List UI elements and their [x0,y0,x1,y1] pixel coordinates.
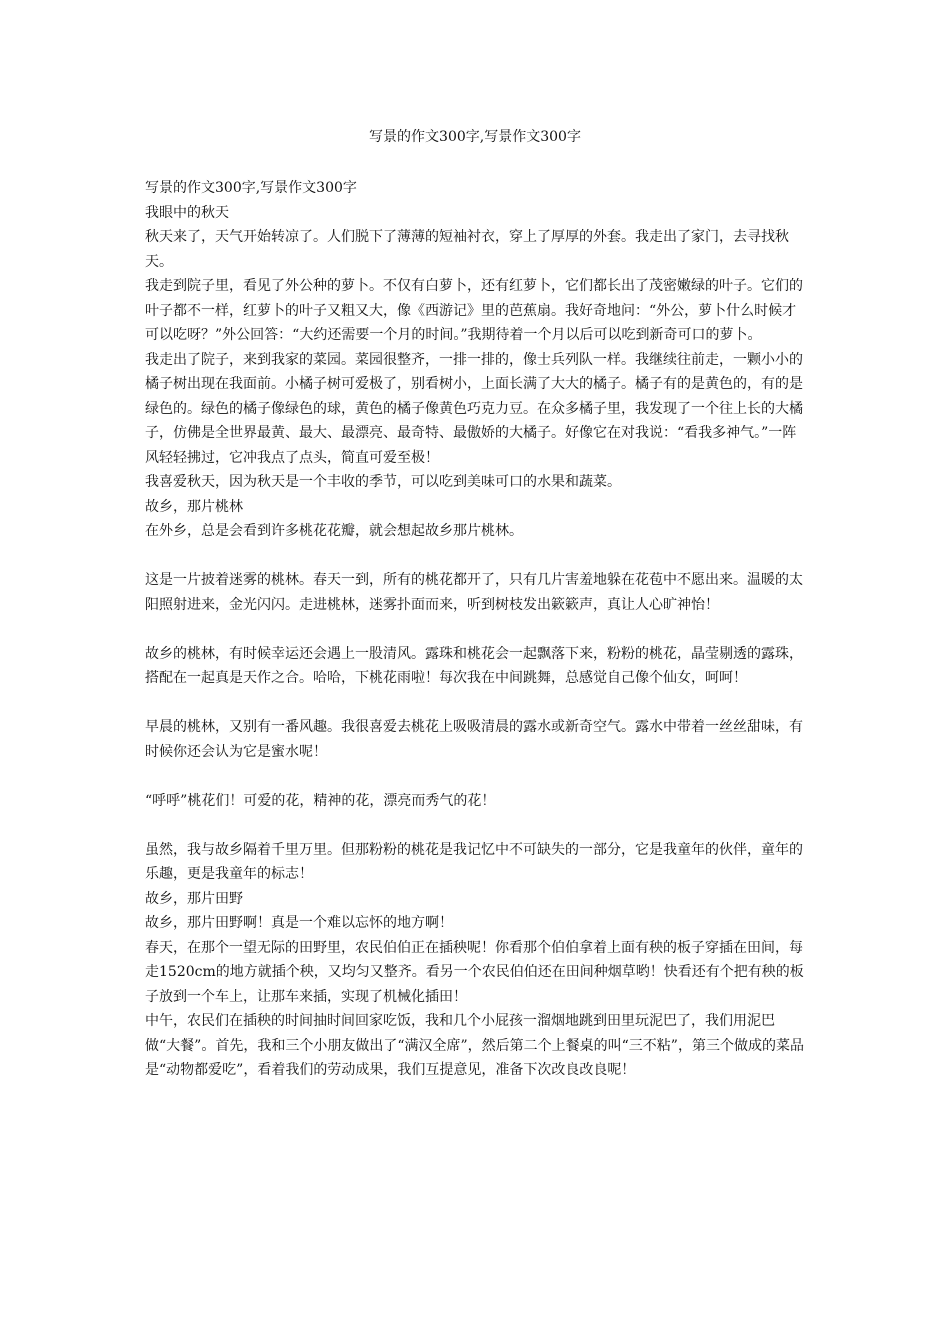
paragraph: 中午，农民们在插秧的时间抽时间回家吃饭，我和几个小屁孩一溜烟地跳到田里玩泥巴了，我们用泥巴做“大餐”。首先，我和三个小朋友做出了“满汉全席”，然后第二个上餐桌的叫“三不粘”，第三个做成的菜品是“动物都爱吃”，看着我们的劳动成果，我们互提意见，准备下次改良改良呢！ [145,1013,804,1078]
paragraph: 早晨的桃林，又别有一番风趣。我很喜爱去桃花上吸吸清晨的露水或新奇空气。露水中带着一丝丝甜味，有时候你还会认为它是蜜水呢！ [145,719,803,760]
section-heading-autumn: 我眼中的秋天 [145,204,229,221]
section-heading-peach-grove: 故乡，那片桃林 [145,498,243,515]
paragraph: 虽然，我与故乡隔着千里万里。但那粉粉的桃花是我记忆中不可缺失的一部分，它是我童年的伙伴，童年的乐趣，更是我童年的标志！ [145,841,803,882]
document-title: 写景的作文300字,写景作文300字 [369,129,581,145]
paragraph-subtitle: 写景的作文300字,写景作文300字 [145,180,357,196]
paragraph-spacer [145,813,810,838]
paragraph-spacer [145,691,810,716]
paragraph: 这是一片披着迷雾的桃林。春天一到，所有的桃花都开了，只有几片害羞地躲在花苞中不愿出来。温暖的太阳照射进来，金光闪闪。走进桃林，迷雾扑面而来，听到树枝发出簌簌声，真让人心旷神怡！ [145,572,803,613]
paragraph: 故乡，那片田野啊！真是一个难以忘怀的地方啊！ [145,915,453,931]
paragraph: 秋天来了，天气开始转凉了。人们脱下了薄薄的短袖衬衣，穿上了厚厚的外套。我走出了家门，去寻找秋天。 [145,229,789,270]
paragraph: 我走出了院子，来到我家的菜园。菜园很整齐，一排一排的，像士兵列队一样。我继续往前走，一颗小小的橘子树出现在我面前。小橘子树可爱极了，别看树小，上面长满了大大的橘子。橘子有的是黄色的，有的是绿色的。绿色的橘子像绿色的球，黄色的橘子像黄色巧克力豆。在众多橘子里，我发现了一个往上长的大橘子，仿佛是全世界最黄、最大、最漂亮、最奇特、最傲娇的大橘子。好像它在对我说：“看我多神气。”一阵风轻轻拂过，它冲我点了点头，简直可爱至极！ [145,351,803,466]
document-body [145,176,810,1083]
paragraph: 我走到院子里，看见了外公种的萝卜。不仅有白萝卜，还有红萝卜，它们都长出了茂密嫩绿的叶子。它们的叶子都不一样，红萝卜的叶子又粗又大，像《西游记》里的芭蕉扇。我好奇地问：“外公，萝卜什么时候才可以吃呀？”外公回答：“大约还需要一个月的时间。”我期待着一个月以后可以吃到新奇可口的萝卜。 [145,278,803,343]
paragraph-spacer [145,544,810,569]
paragraph: “呼呼”桃花们！可爱的花，精神的花，漂亮而秀气的花！ [145,792,496,809]
paragraph-spacer [145,617,810,642]
paragraph: 故乡的桃林，有时候幸运还会遇上一股清风。露珠和桃花会一起飘落下来，粉粉的桃花，晶莹剔透的露珠，搭配在一起真是天作之合。哈哈，下桃花雨啦！每次我在中间跳舞，总感觉自己像个仙女，呵呵！ [145,645,803,686]
paragraph: 春天，在那个一望无际的田野里，农民伯伯正在插秧呢！你看那个伯伯拿着上面有秧的板子穿插在田间，每走1520cm的地方就插个秧，又均匀又整齐。看另一个农民伯伯还在田间种烟草哟！快看还有个把有秧的板子放到一个车上，让那车来插，实现了机械化插田！ [145,939,804,1005]
paragraph: 我喜爱秋天，因为秋天是一个丰收的季节，可以吃到美味可口的水果和蔬菜。 [145,474,621,490]
paragraph: 在外乡，总是会看到许多桃花花瓣，就会想起故乡那片桃林。 [145,523,523,539]
paragraph-spacer [145,764,810,789]
section-heading-field: 故乡，那片田野 [145,890,243,907]
